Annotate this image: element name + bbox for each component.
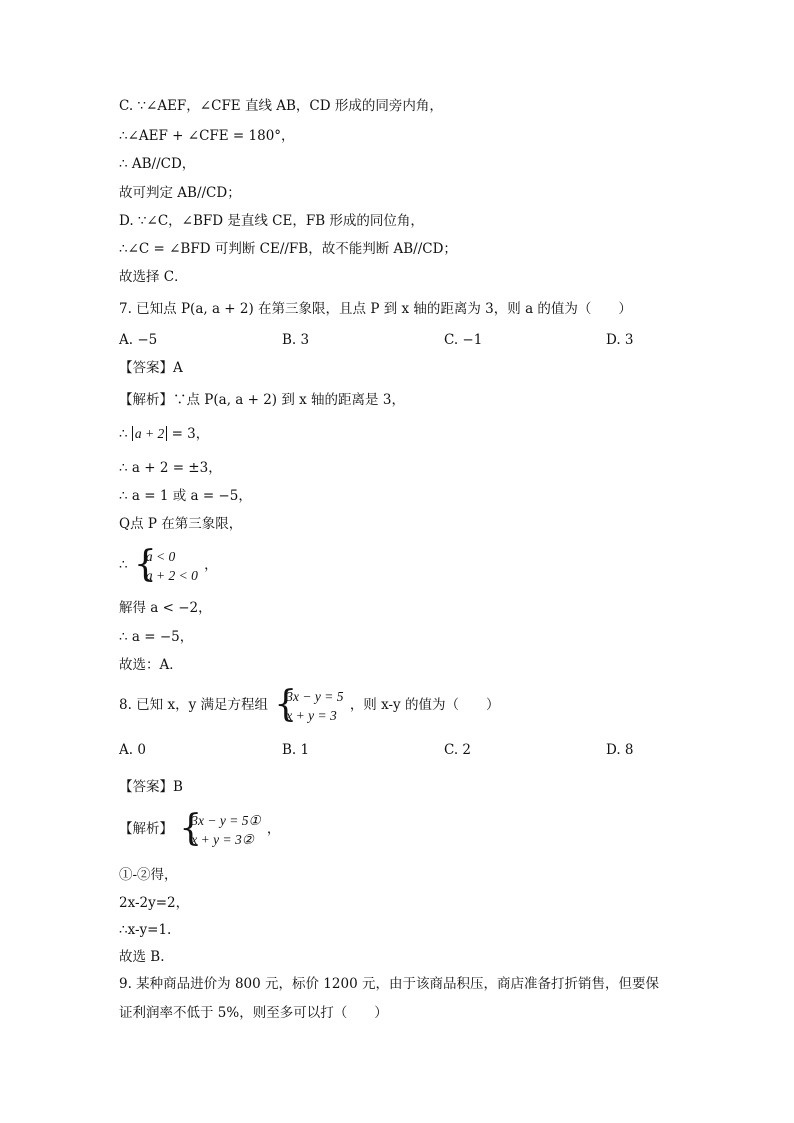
explanation-7-6: [119, 543, 218, 587]
question-8: [119, 683, 499, 727]
option-c: C. 2: [444, 742, 472, 758]
inequality-1: { a < 0: [145, 548, 176, 564]
comma: ，: [266, 821, 281, 837]
inequality-system: [134, 547, 198, 585]
option-d: D. 8: [606, 742, 634, 758]
equation-1: { 3x − y = 5: [286, 688, 344, 704]
therefore-symbol: ∴: [119, 557, 128, 573]
question-8-stem: 8. 已知 x，y 满足方程组: [119, 697, 268, 713]
line-c3: ∴ AB//CD，: [119, 156, 196, 172]
explanation-8-1: [119, 807, 280, 851]
line-c4: 故可判定 AB//CD；: [119, 185, 241, 201]
absolute-value: a + 2: [132, 426, 167, 441]
question-7-options: [119, 332, 679, 350]
equation-2: x + y = 3②: [191, 831, 254, 847]
line-c2: ∴∠AEF + ∠CFE = 180°，: [119, 128, 295, 144]
equation-rhs: = 3，: [171, 426, 210, 442]
option-b: B. 3: [282, 332, 310, 348]
line-c1: C. ∵∠AEF，∠CFE 直线 AB，CD 形成的同旁内角，: [119, 98, 443, 114]
equation-2: x + y = 3: [286, 707, 337, 723]
option-d: D. 3: [606, 332, 634, 348]
option-a: A. −5: [119, 332, 158, 348]
answer-7: 【答案】A: [119, 360, 183, 376]
line-d2: ∴∠C = ∠BFD 可判断 CE//FB，故不能判断 AB//CD；: [119, 241, 457, 257]
option-c: C. −1: [444, 332, 483, 348]
explanation-7-4: ∴ a = 1 或 a = −5，: [119, 488, 252, 504]
therefore-symbol: ∴: [119, 426, 128, 442]
question-9-line-2: 证利润率不低于 5%，则至多可以打（ ）: [119, 1005, 388, 1021]
question-9-line-1: 9. 某种商品进价为 800 元，标价 1200 元，由于该商品积压，商店准备打折销售，但要保: [119, 976, 659, 992]
answer-select-6: 故选择 C．: [119, 269, 188, 285]
explanation-7-5: Q点 P 在第三象限，: [119, 516, 243, 532]
equation-system: [274, 687, 343, 725]
answer-8: 【答案】B: [119, 779, 183, 795]
equation-system: [179, 811, 260, 849]
inequality-2: a + 2 < 0: [145, 567, 198, 583]
option-a: A. 0: [119, 742, 146, 758]
answer-select-7: 故选：A．: [119, 657, 183, 673]
explanation-7-1: 【解析】∵点 P(a, a + 2) 到 x 轴的距离是 3，: [119, 392, 405, 408]
explanation-label: 【解析】: [119, 821, 173, 837]
question-7: 7. 已知点 P(a, a + 2) 在第三象限，且点 P 到 x 轴的距离为 3，则 a 的值为（ ）: [119, 301, 632, 317]
explanation-7-7: 解得 a < −2，: [119, 600, 212, 616]
comma: ，: [204, 557, 218, 573]
question-8-options: [119, 742, 679, 760]
explanation-7-3: ∴ a + 2 = ±3，: [119, 460, 222, 476]
answer-select-8: 故选 B.: [119, 949, 165, 965]
explanation-8-2: ①-②得，: [119, 867, 178, 883]
explanation-8-3: 2x-2y=2，: [119, 895, 190, 911]
explanation-7-8: ∴ a = −5，: [119, 629, 194, 645]
equation-1: { 3x − y = 5①: [191, 812, 261, 828]
explanation-8-4: ∴x-y=1.: [119, 922, 172, 938]
question-8-tail: ，则 x-y 的值为（ ）: [349, 697, 500, 713]
line-d1: D. ∵∠C，∠BFD 是直线 CE，FB 形成的同位角，: [119, 213, 424, 229]
explanation-7-2: [119, 425, 209, 443]
option-b: B. 1: [282, 742, 310, 758]
